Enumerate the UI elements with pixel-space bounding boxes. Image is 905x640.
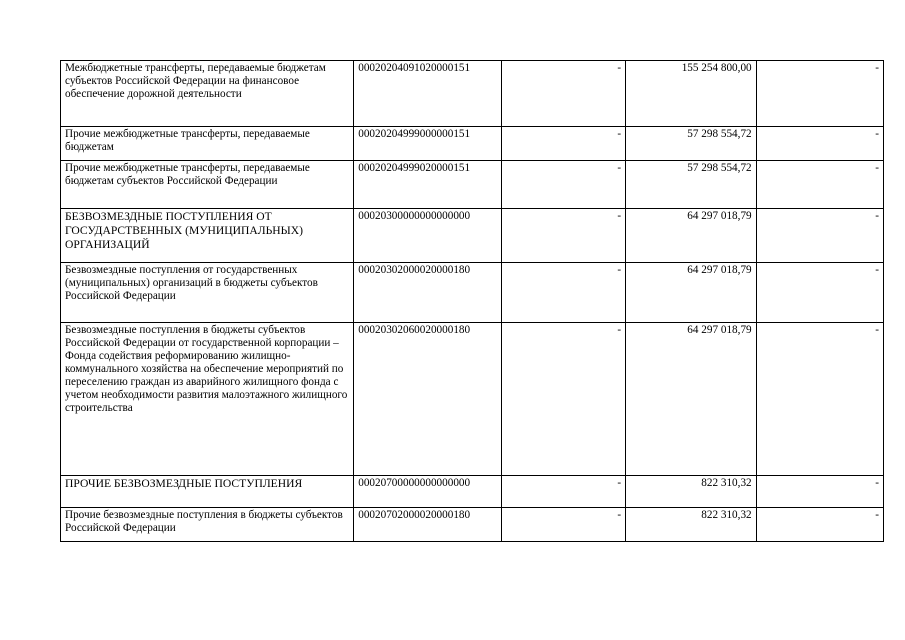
table-row: [61, 323, 884, 476]
revenue-name-cell: Безвозмездные поступления в бюджеты субъектов Российской Федерации от государственной корпорации – Фонда содействия реформированию жилищно-коммунального хозяйства на обеспечение мероприятий по переселению граждан из аварийного жилищного фонда с учетом необходимости развития малоэтажного жилищного строительства: [61, 323, 354, 476]
value-cell-col4: 57 298 554,72: [626, 127, 757, 161]
value-cell-col4: 155 254 800,00: [626, 61, 757, 127]
value-cell-col4: 57 298 554,72: [626, 161, 757, 209]
table-row: [61, 263, 884, 323]
value-cell-col4: 64 297 018,79: [626, 323, 757, 476]
section-heading-cell: ПРОЧИЕ БЕЗВОЗМЕЗДНЫЕ ПОСТУПЛЕНИЯ: [61, 476, 354, 508]
value-cell-col5: -: [756, 161, 883, 209]
value-cell-col4: 822 310,32: [626, 476, 757, 508]
revenue-name-cell: Прочие безвозмездные поступления в бюджеты субъектов Российской Федерации: [61, 508, 354, 542]
table-row: [61, 209, 884, 263]
value-cell-col5: -: [756, 209, 883, 263]
value-cell-col3: -: [501, 323, 625, 476]
budget-revenue-table: [60, 60, 884, 542]
value-cell-col5: -: [756, 61, 883, 127]
value-cell-col5: -: [756, 323, 883, 476]
revenue-name-cell: Межбюджетные трансферты, передаваемые бюджетам субъектов Российской Федерации на финансовое обеспечение дорожной деятельности: [61, 61, 354, 127]
value-cell-col3: -: [501, 508, 625, 542]
table-row: [61, 476, 884, 508]
budget-code-cell: 00020700000000000000: [354, 476, 502, 508]
value-cell-col4: 822 310,32: [626, 508, 757, 542]
value-cell-col4: 64 297 018,79: [626, 263, 757, 323]
table-row: [61, 161, 884, 209]
budget-code-cell: 00020302060020000180: [354, 323, 502, 476]
value-cell-col5: -: [756, 263, 883, 323]
value-cell-col3: -: [501, 61, 625, 127]
budget-code-cell: 00020302000020000180: [354, 263, 502, 323]
value-cell-col3: -: [501, 127, 625, 161]
revenue-name-cell: Прочие межбюджетные трансферты, передаваемые бюджетам субъектов Российской Федерации: [61, 161, 354, 209]
value-cell-col3: -: [501, 209, 625, 263]
table-row: [61, 127, 884, 161]
value-cell-col4: 64 297 018,79: [626, 209, 757, 263]
budget-code-cell: 00020300000000000000: [354, 209, 502, 263]
budget-code-cell: 00020204999020000151: [354, 161, 502, 209]
revenue-name-cell: Прочие межбюджетные трансферты, передаваемые бюджетам: [61, 127, 354, 161]
value-cell-col3: -: [501, 476, 625, 508]
value-cell-col5: -: [756, 508, 883, 542]
revenue-name-cell: Безвозмездные поступления от государственных (муниципальных) организаций в бюджеты субъектов Российской Федерации: [61, 263, 354, 323]
value-cell-col5: -: [756, 476, 883, 508]
table-row: [61, 508, 884, 542]
value-cell-col3: -: [501, 263, 625, 323]
value-cell-col3: -: [501, 161, 625, 209]
budget-code-cell: 00020204999000000151: [354, 127, 502, 161]
table-row: [61, 61, 884, 127]
value-cell-col5: -: [756, 127, 883, 161]
budget-code-cell: 00020204091020000151: [354, 61, 502, 127]
section-heading-cell: БЕЗВОЗМЕЗДНЫЕ ПОСТУПЛЕНИЯ ОТ ГОСУДАРСТВЕННЫХ (МУНИЦИПАЛЬНЫХ) ОРГАНИЗАЦИЙ: [61, 209, 354, 263]
budget-code-cell: 00020702000020000180: [354, 508, 502, 542]
